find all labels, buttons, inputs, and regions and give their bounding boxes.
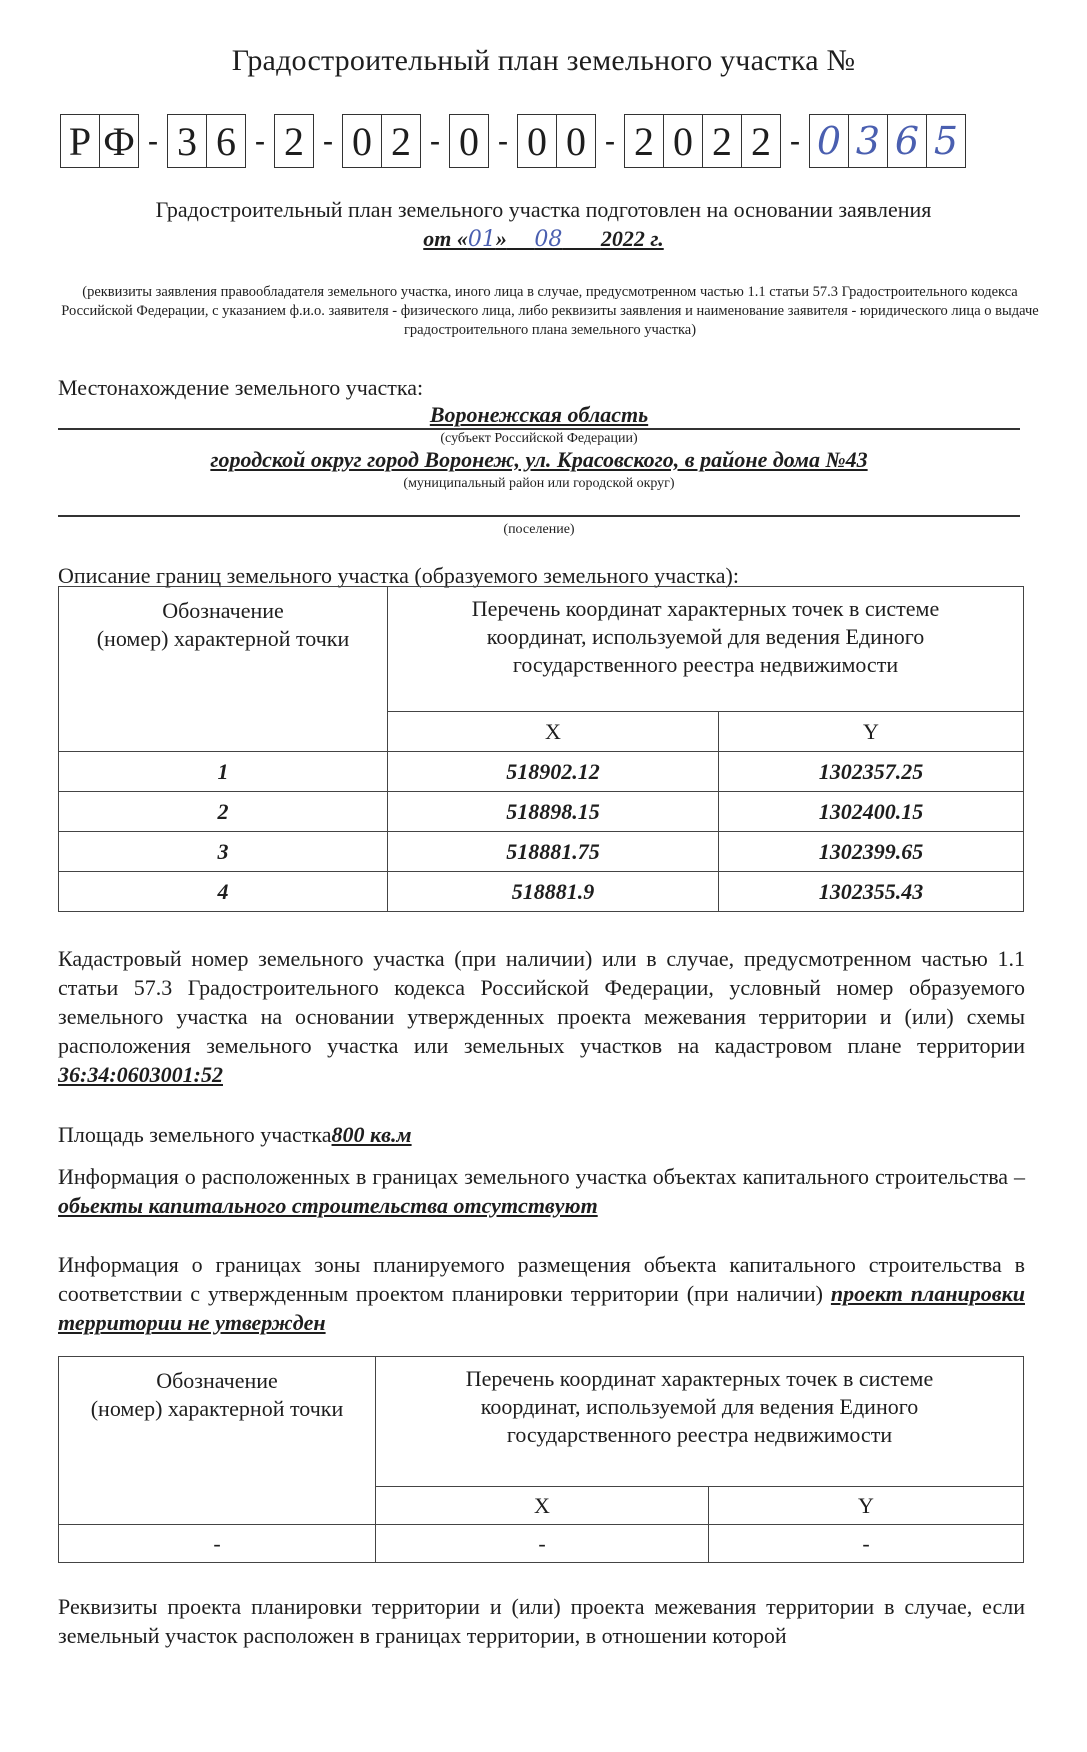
number-cell: 2: [381, 115, 420, 167]
header-line: (номер) характерной точки: [90, 1396, 344, 1421]
y-header: Y: [719, 712, 1024, 752]
capital-objects-value: обьекты капитального строительства отсутствуют: [58, 1193, 598, 1218]
header-line: Перечень координат характерных точек в системе: [465, 1366, 934, 1391]
number-group: [624, 114, 781, 168]
table-row: [59, 872, 1024, 912]
basis-text: Градостроительный план земельного участка подготовлен на основании заявления: [155, 197, 932, 222]
cadastral-text: Кадастровый номер земельного участка (при наличии) или в случае, предусмотренном частью 1.1 статьи 57.3 Градостроительного кодекса Российской Федерации, условный номер образуемого земельного участка на основании утвержденных проекта межевания территории и (или) схемы расположения земельного участка или земельных участков на кадастровом плане территории: [58, 946, 1025, 1058]
x-cell: -: [376, 1525, 709, 1563]
header-line: государственного реестра недвижимости: [512, 652, 899, 677]
number-cell: 2: [284, 118, 304, 164]
settlement-caption: (поселение): [503, 522, 575, 537]
number-separator: -: [323, 124, 333, 157]
application-note: (реквизиты заявления правообладателя земельного участка, иного лица в случае, предусмотренном частью 1.1 статьи 57.3 Градостроительного кодекса Российской Федерации, с указанием ф.и.о. заявителя - физического лица, либо реквизиты заявления и наименование заявителя - юридического лица о выдаче градостроительного плана земельного участка): [61, 284, 1039, 338]
number-group: [60, 114, 139, 168]
area-label: Площадь земельного участка: [58, 1122, 332, 1147]
header-line: координат, используемой для ведения Единого: [486, 624, 925, 649]
number-cell: 2: [634, 118, 654, 164]
capital-objects-text: Информация о расположенных в границах земельного участка объектах капитального строительства –: [58, 1164, 1025, 1189]
subject-line: [58, 428, 1020, 430]
header-line: Обозначение: [162, 598, 284, 623]
plan-number: [60, 113, 966, 169]
cadastral-paragraph: [58, 944, 1025, 1089]
project-details-paragraph: Реквизиты проекта планировки территории и (или) проекта межевания территории в случае, если земельный участок расположен в границах территории, в отношении которой: [58, 1594, 1025, 1648]
planned-zone-value: проект планировки территории не утвержден: [58, 1281, 1025, 1335]
subject-caption: (субъект Российской Федерации): [440, 431, 638, 446]
number-cell: Ф: [99, 115, 138, 167]
col-coords-header: [376, 1357, 1024, 1487]
number-cell: 0: [816, 119, 842, 163]
y-cell: 1302399.65: [719, 832, 1024, 872]
subject-value: Воронежская область: [429, 402, 649, 427]
x-cell: 518881.75: [388, 832, 719, 872]
number-separator: -: [148, 124, 158, 157]
col-coords-header: [388, 587, 1024, 712]
municipal-caption: (муниципальный район или городской округ): [403, 476, 675, 491]
header-line: Обозначение: [156, 1368, 278, 1393]
municipal-value-wrap: [58, 447, 1020, 473]
table-row: [59, 832, 1024, 872]
boundaries-label: Описание границ земельного участка (образуемого земельного участка):: [58, 563, 739, 588]
header-line: координат, используемой для ведения Единого: [480, 1394, 919, 1419]
planned-zone-paragraph: [58, 1250, 1025, 1337]
number-group: [342, 114, 421, 168]
header-line: Перечень координат характерных точек в системе: [471, 596, 940, 621]
number-cell: 2: [702, 115, 741, 167]
number-cell: 6: [206, 115, 245, 167]
point-cell: 4: [59, 872, 388, 912]
x-cell: 518881.9: [388, 872, 719, 912]
number-cell: 0: [663, 115, 702, 167]
number-cell: 3: [177, 118, 197, 164]
y-cell: 1302400.15: [719, 792, 1024, 832]
table-row: [59, 1525, 1024, 1563]
x-cell: 518898.15: [388, 792, 719, 832]
y-cell: 1302355.43: [719, 872, 1024, 912]
x-cell: 518902.12: [388, 752, 719, 792]
number-group: [167, 114, 246, 168]
number-cell: 0: [459, 118, 479, 164]
point-cell: 3: [59, 832, 388, 872]
number-group: [449, 114, 489, 168]
area-value: 800 кв.м: [331, 1122, 412, 1147]
number-cell: Р: [68, 118, 92, 164]
col-point-header: [59, 1357, 376, 1525]
date-mid: »: [495, 226, 507, 251]
number-separator: -: [430, 124, 440, 157]
subject-value-wrap: [58, 402, 1020, 428]
date-prefix: от «: [423, 226, 468, 251]
zone-table: [58, 1356, 1024, 1563]
cadastral-number: 36:34:0603001:52: [58, 1062, 223, 1087]
col-point-header: [59, 587, 388, 752]
header-line: государственного реестра недвижимости: [506, 1422, 893, 1447]
point-cell: 1: [59, 752, 388, 792]
number-cell: 0: [556, 115, 595, 167]
date-year: 2022 г.: [600, 226, 664, 251]
date-day: 01: [467, 227, 496, 252]
page-title: Градостроительный план земельного участка №: [231, 44, 856, 77]
number-cell: 0: [352, 118, 372, 164]
number-group: [517, 114, 596, 168]
number-separator: -: [605, 124, 615, 157]
table-row: [59, 752, 1024, 792]
number-cell: 5: [926, 115, 965, 167]
area-paragraph: [58, 1120, 1025, 1149]
number-cell: 6: [887, 115, 926, 167]
y-cell: 1302357.25: [719, 752, 1024, 792]
y-cell: -: [709, 1525, 1024, 1563]
number-cell: 2: [741, 115, 780, 167]
location-label: Местонахождение земельного участка:: [58, 375, 424, 400]
x-header: X: [376, 1487, 709, 1525]
y-header: Y: [709, 1487, 1024, 1525]
settlement-line: [58, 515, 1020, 517]
application-date: [0, 226, 1087, 252]
capital-objects-paragraph: [58, 1162, 1025, 1220]
number-cell: 0: [527, 118, 547, 164]
number-separator: -: [790, 124, 800, 157]
number-group-handwritten: [809, 114, 966, 168]
number-separator: -: [498, 124, 508, 157]
number-cell: 3: [848, 115, 887, 167]
table-row: [59, 792, 1024, 832]
date-month: 08: [534, 227, 563, 252]
municipal-value: городской округ город Воронеж, ул. Красовского, в районе дома №43: [210, 447, 868, 472]
planned-zone-text: Информация о границах зоны планируемого размещения объекта капитального строительства в соответствии с утвержденным проектом планировки территории (при наличии): [58, 1252, 1025, 1306]
number-separator: -: [255, 124, 265, 157]
point-cell: 2: [59, 792, 388, 832]
header-line: (номер) характерной точки: [96, 626, 350, 651]
number-group: [274, 114, 314, 168]
boundaries-table: [58, 586, 1024, 912]
point-cell: -: [59, 1525, 376, 1563]
x-header: X: [388, 712, 719, 752]
